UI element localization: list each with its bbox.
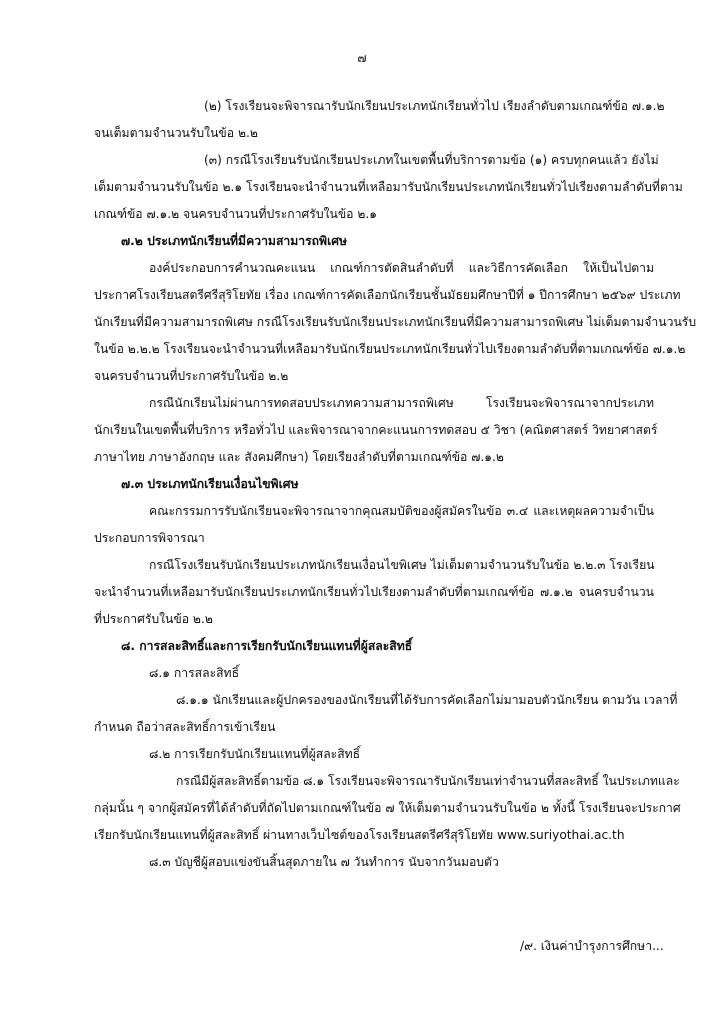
- paragraph-line: กำหนด ถือว่าสละสิทธิ์การเข้าเรียน: [94, 720, 276, 734]
- subsection-heading-8-1: ๘.๑ การสละสิทธิ์: [149, 666, 240, 680]
- paragraph-line: ประกอบการพิจารณา: [94, 531, 205, 545]
- paragraph-line: ภาษาไทย ภาษาอังกฤษ และ สังคมศึกษา) โดยเรียงลำดับที่ตามเกณฑ์ข้อ ๗.๑.๒: [94, 450, 504, 464]
- page-number: ๗: [357, 51, 367, 65]
- continuation-footer: /๙. เงินค่าบำรุงการศึกษา...: [520, 939, 664, 953]
- paragraph-line: ที่ประกาศรับในข้อ ๒.๒: [94, 612, 213, 626]
- paragraph-line: กรณีโรงเรียนรับนักเรียนประเภทนักเรียนเงื่อนไขพิเศษ ไม่เต็มตามจำนวนรับในข้อ ๒.๒.๓ โรงเรียน: [149, 558, 655, 572]
- paragraph-line: (๓) กรณีโรงเรียนรับนักเรียนประเภทในเขตพื้นที่บริการตามข้อ (๑) ครบทุกคนแล้ว ยังไม่: [204, 153, 659, 167]
- paragraph-line: (๒) โรงเรียนจะพิจารณารับนักเรียนประเภทนักเรียนทั่วไป เรียงลำดับตามเกณฑ์ข้อ ๗.๑.๒: [204, 99, 665, 113]
- subsection-heading-8-3: ๘.๓ บัญชีผู้สอบแข่งขันสิ้นสุดภายใน ๗ วันทำการ นับจากวันมอบตัว: [149, 855, 499, 869]
- paragraph-line: กรณีนักเรียนไม่ผ่านการทดสอบประเภทความสามารถพิเศษ โรงเรียนจะพิจารณาจากประเภท: [149, 396, 654, 410]
- paragraph-line: จนเต็มตามจำนวนรับในข้อ ๒.๒: [94, 126, 258, 140]
- paragraph-line: กลุ่มนั้น ๆ จากผู้สมัครที่ได้ลำดับที่ถัดไปตามเกณฑ์ในข้อ ๗ ให้เต็มตามจำนวนรับในข้อ ๒ ทั้งนี้ โรงเรียนจะประกาศ: [94, 801, 681, 815]
- paragraph-line: กรณีมีผู้สละสิทธิ์ตามข้อ ๘.๑ โรงเรียนจะพิจารณารับนักเรียนเท่าจำนวนที่สละสิทธิ์ ในประเภทและ: [176, 774, 680, 788]
- paragraph-line: องค์ประกอบการคำนวณคะแนน เกณฑ์การตัดสินลำดับที่ และวิธีการคัดเลือก ให้เป็นไปตาม: [149, 261, 654, 275]
- paragraph-line: เต็มตามจำนวนรับในข้อ ๒.๑ โรงเรียนจะนำจำนวนที่เหลือมารับนักเรียนประเภทนักเรียนทั่วไปเรียงตามลำดับที่ตาม: [94, 180, 683, 194]
- section-heading-7-2: ๗.๒ ประเภทนักเรียนที่มีความสามารถพิเศษ: [121, 234, 348, 248]
- paragraph-line: จนครบจำนวนที่ประกาศรับในข้อ ๒.๒: [94, 369, 289, 383]
- paragraph-line: นักเรียนในเขตพื้นที่บริการ หรือทั่วไป และพิจารณาจากคะแนนการทดสอบ ๕ วิชา (คณิตศาสตร์ วิทยาศาสตร์: [94, 423, 658, 437]
- section-heading-7-3: ๗.๓ ประเภทนักเรียนเงื่อนไขพิเศษ: [121, 477, 299, 491]
- subsection-heading-8-2: ๘.๒ การเรียกรับนักเรียนแทนที่ผู้สละสิทธิ์: [149, 747, 361, 761]
- section-heading-8: ๘. การสละสิทธิ์และการเรียกรับนักเรียนแทนที่ผู้สละสิทธิ์: [121, 639, 413, 653]
- paragraph-line: เกณฑ์ข้อ ๗.๑.๒ จนครบจำนวนที่ประกาศรับในข้อ ๒.๑: [94, 207, 378, 221]
- paragraph-line: เรียกรับนักเรียนแทนที่ผู้สละสิทธิ์ ผ่านทางเว็บไซต์ของโรงเรียนสตรีศรีสุริโยทัย www.suriyothai.ac.th: [94, 828, 625, 842]
- paragraph-line: นักเรียนที่มีความสามารถพิเศษ กรณีโรงเรียนรับนักเรียนประเภทนักเรียนที่มีความสามารถพิเศษ ไม่เต็มตามจำนวนรับ: [94, 315, 697, 329]
- paragraph-line: ๘.๑.๑ นักเรียนและผู้ปกครองของนักเรียนที่ได้รับการคัดเลือกไม่มามอบตัวนักเรียน ตามวัน เวลาที่: [176, 693, 678, 707]
- paragraph-line: ในข้อ ๒.๒.๒ โรงเรียนจะนำจำนวนที่เหลือมารับนักเรียนประเภทนักเรียนทั่วไปเรียงตามลำดับที่ตามเกณฑ์ข้อ ๗.๑.๒: [94, 342, 686, 356]
- paragraph-line: จะนำจำนวนที่เหลือมารับนักเรียนประเภทนักเรียนทั่วไปเรียงตามลำดับที่ตามเกณฑ์ข้อ ๗.๑.๒ จนครบจำนวน: [94, 585, 654, 599]
- paragraph-line: ประกาศโรงเรียนสตรีศรีสุริโยทัย เรื่อง เกณฑ์การคัดเลือกนักเรียนชั้นมัธยมศึกษาปีที่ ๑ ปีการศึกษา ๒๕๖๙ ประเภท: [94, 288, 681, 302]
- paragraph-line: คณะกรรมการรับนักเรียนจะพิจารณาจากคุณสมบัติของผู้สมัครในข้อ ๓.๔ และเหตุผลความจำเป็น: [149, 504, 654, 518]
